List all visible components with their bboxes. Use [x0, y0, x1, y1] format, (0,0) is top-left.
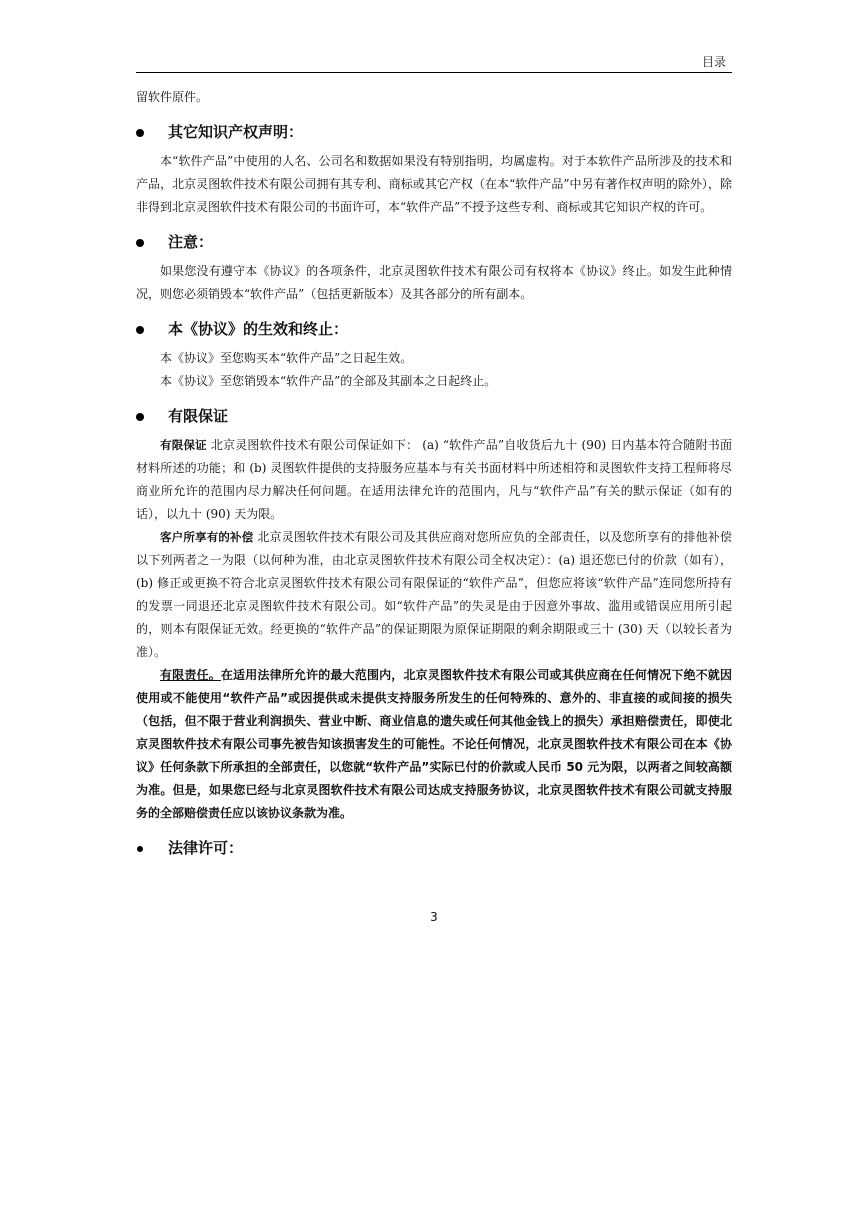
warranty-body: 北京灵图软件技术有限公司保证如下： (a) “软件产品”自收货后九十 (90) 日内基本符合随附书面材料所述的功能；和 (b) 灵图软件提供的支持服务应基本与有关书面材料中所述相符和灵图软件支持工程师将尽商业所允许的范围内尽力解决任何问题。在适用法律允许的范围内，凡与“软件产品”有关的默示保证（如有的话），以九十 (90) 天为限。: [136, 438, 732, 521]
section-title: 注意：: [168, 233, 214, 251]
remedy-lead: 客户所享有的补偿: [160, 530, 254, 544]
intro-line: 留软件原件。: [136, 90, 209, 104]
header-label: 目录: [701, 55, 726, 69]
section-title: 法律许可：: [168, 839, 244, 857]
ip-paragraph: 本“软件产品”中使用的人名、公司名和数据如果没有特别指明，均属虚构。对于本软件产品所涉及的技术和产品，北京灵图软件技术有限公司拥有其专利、商标或其它产权（在本“软件产品”中另有著作权声明的除外），除非得到北京灵图软件技术有限公司的书面许可，本“软件产品”不授予这些专利、商标或其它知识产权的许可。: [136, 154, 732, 214]
notice-paragraph: 如果您没有遵守本《协议》的各项条件，北京灵图软件技术有限公司有权将本《协议》终止。如发生此种情况，则您必须销毁本“软件产品”（包括更新版本）及其各部分的所有副本。: [136, 264, 732, 301]
liability-body: 在适用法律所允许的最大范围内，北京灵图软件技术有限公司或其供应商在任何情况下绝不就因使用或不能使用“软件产品”或因提供或未提供支持服务所发生的任何特殊的、意外的、非直接的或间接的损失（包括，但不限于营业利润损失、营业中断、商业信息的遗失或任何其他金钱上的损失）承担赔偿责任，即使北京灵图软件技术有限公司事先被告知该损害发生的可能性。不论任何情况，北京灵图软件技术有限公司在本《协议》任何条款下所承担的全部责任，以您就“软件产品”实际已付的价款或人民币 50 元为限，以两者之间较高额为准。但是，如果您已经与北京灵图软件技术有限公司达成支持服务协议，北京灵图软件技术有限公司就支持服务的全部赔偿责任应以该协议条款为准。: [136, 668, 732, 820]
section-heading-ip: [136, 121, 732, 144]
warranty-paragraph: [136, 434, 732, 526]
section-heading-legal: [136, 837, 732, 860]
bullet-icon: [136, 413, 144, 421]
page-content: [136, 86, 732, 866]
warranty-lead: 有限保证: [160, 438, 207, 452]
remedy-paragraph: [136, 526, 732, 664]
remedy-body: 北京灵图软件技术有限公司及其供应商对您所应负的全部责任，以及您所享有的排他补偿以下列两者之一为限（以何种为准，由北京灵图软件技术有限公司全权决定）：(a) 退还您已付的价款（如有），(b) 修正或更换不符合北京灵图软件技术有限公司有限保证的“软件产品”，但您应将该“软件产品”连同您所持有的发票一同退还北京灵图软件技术有限公司。如“软件产品”的失灵是由于因意外事故、滥用或错误应用所引起的，则本有限保证无效。经更换的“软件产品”的保证期限为原保证期限的剩余期限或三十 (30) 天（以较长者为准）。: [136, 530, 732, 659]
bullet-icon: [136, 129, 144, 137]
section-heading-term: [136, 318, 732, 341]
term-line-start: 本《协议》至您购买本“软件产品”之日起生效。: [160, 351, 413, 365]
bullet-icon: [137, 846, 143, 852]
section-title: 本《协议》的生效和终止：: [168, 320, 349, 338]
section-heading-warranty: [136, 405, 732, 428]
page-header: [136, 52, 732, 73]
section-title: 其它知识产权声明：: [168, 123, 304, 141]
liability-lead: 有限责任。: [160, 668, 221, 682]
bullet-icon: [136, 326, 144, 334]
document-page: [136, 0, 732, 1228]
liability-paragraph: [136, 664, 732, 825]
page-number: 3: [430, 910, 438, 924]
section-heading-notice: [136, 231, 732, 254]
section-title: 有限保证: [168, 407, 229, 425]
bullet-icon: [136, 239, 144, 247]
term-line-end: 本《协议》至您销毁本“软件产品”的全部及其副本之日起终止。: [160, 374, 497, 388]
